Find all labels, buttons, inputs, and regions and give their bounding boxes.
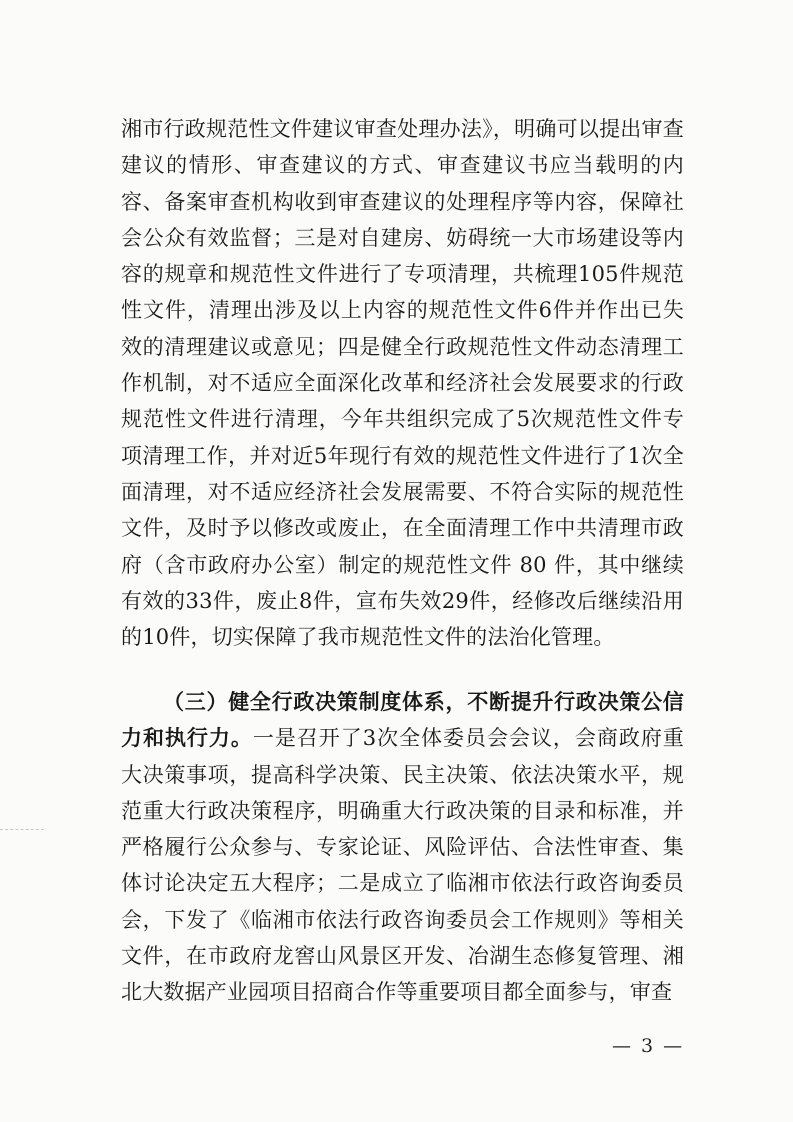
section-body-3: 一是召开了3次全体委员会会议，会商政府重大决策事项，提高科学决策、民主决策、依法决策水平，规范重大行政决策程序，明确重大行政决策的目录和标准，并严格履行公众参与、专家论证、风险评估、合法性审查、集体讨论决定五大程序；二是成立了临湘市依法行政咨询委员会，下发了《临湘市依法行政咨询委员会工作规则》等相关文件，在市政府龙窖山风景区开发、冶湖生态修复管理、湘北大数据产业园项目招商合作等重要项目都全面参与，审查: [121, 726, 685, 1005]
margin-mark: [0, 829, 44, 830]
section-heading-3: （三）健全行政决策制度体系，不断提升行政决策公信力和执行力。: [121, 689, 684, 751]
page-number: — 3 —: [612, 1035, 685, 1057]
body-paragraph-2: [121, 684, 684, 1011]
body-paragraph-1: 湘市行政规范性文件建议审查处理办法》，明确可以提出审查建议的情形、审查建议的方式、审查建议书应当载明的内容、备案审查机构收到审查建议的处理程序等内容，保障社会公众有效监督；三是对自建房、妨碍统一大市场建设等内容的规章和规范性文件进行了专项清理，共梳理105件规范性文件，清理出涉及以上内容的规范性文件6件并作出已失效的清理建议或意见；四是健全行政规范性文件动态清理工作机制，对不适应全面深化改革和经济社会发展要求的行政规范性文件进行清理，今年共组织完成了5次规范性文件专项清理工作，并对近5年现行有效的规范性文件进行了1次全面清理，对不适应经济社会发展需要、不符合实际的规范性文件，及时予以修改或废止，在全面清理工作中共清理市政府（含市政府办公室）制定的规范性文件 80 件，其中继续有效的33件，废止8件，宣布失效29件，经修改后继续沿用的10件，切实保障了我市规范性文件的法治化管理。: [121, 117, 684, 650]
